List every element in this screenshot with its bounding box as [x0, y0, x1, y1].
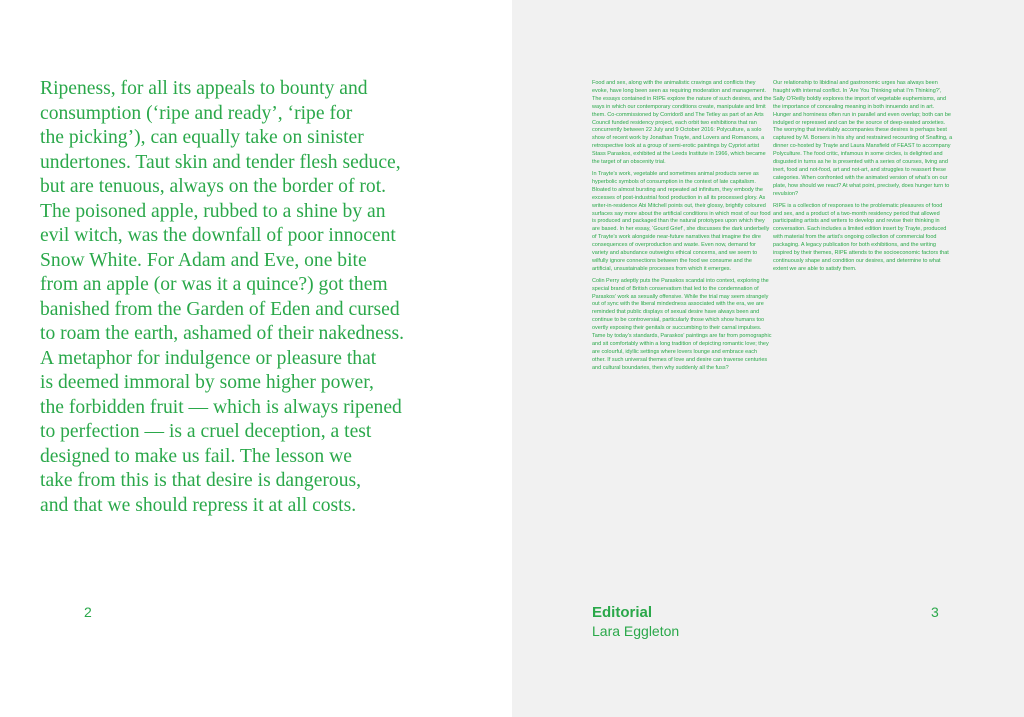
section-title: Editorial	[592, 604, 653, 621]
body-paragraph: Colin Perry adeptly puts the Paraskos scandal into context, exploring the special brand of British conservatism that led to the condemnation of Paraskos’ work as sexually offensive. While the trial may seem strangely out of sync with the liberal mindedness associated with the era, we are reminded that public displays of sexual desire have always been and continue to be controversial, particularly those which show humans too overtly exposing their genitals or succumbing to their carnal impulses. Tame by today’s standards, Paraskos’ paintings are far from pornographic and sit comfortably within a long tradition of depicting romantic love; they are colourful, idyllic settings where lovers lounge and embrace each other. If such universal themes of love and desire can traverse centuries and cultural boundaries, then why suddenly all the fuss?	[592, 277, 772, 371]
intro-line: and that we should repress it at all costs.	[40, 494, 357, 516]
intro-line: Snow White. For Adam and Eve, one bite	[40, 249, 367, 271]
intro-line: is deemed immoral by some higher power,	[40, 372, 374, 393]
intro-line: to roam the earth, ashamed of their nakedness.	[40, 323, 404, 344]
intro-paragraph	[40, 77, 470, 518]
intro-line: take from this is that desire is dangerous,	[40, 470, 362, 491]
intro-line: from an apple (or was it a quince?) got them	[40, 274, 388, 295]
intro-line: banished from the Garden of Eden and cursed	[40, 298, 400, 320]
body-paragraph: RIPE is a collection of responses to the problematic pleasures of food and sex, and a product of a two-month residency period that allowed participating artists and writers to develop and revise their thinking in conversation. Each includes a limited edition insert by Trayte, produced with material from the artist’s ongoing collection of commercial food packaging. A legacy publication for both exhibitions, and the writing inspired by their themes, RIPE attends to the socioeconomic factors that continuously shape and condition our desires, and determine to what extent we are able to satisfy them.	[773, 202, 949, 272]
intro-line: but are tenuous, always on the border of rot.	[40, 176, 387, 197]
intro-line: Ripeness, for all its appeals to bounty and	[40, 78, 368, 99]
intro-line: undertones. Taut skin and tender flesh seduce,	[40, 151, 401, 173]
intro-line: consumption (‘ripe and ready’, ‘ripe for	[40, 102, 353, 124]
intro-line: The poisoned apple, rubbed to a shine by an	[40, 200, 386, 222]
body-paragraph: Our relationship to libidinal and gastronomic urges has always been fraught with internal conflict. In ‘Are You Thinking what I’m Thinking?’, Sally O’Reilly boldly explores the import of vegetable euphemisms, and the importance of concealing meaning in both innuendo and in art. Hunger and horniness often run in parallel and even overlap; both can be indulged or repressed and can be the source of deep-seated anxieties. The worrying that inevitably accompanies these desires is perhaps best captured by M. Borsers in his shy and restrained recounting of Snafting, a dinner co-hosted by Trayte and Laura Mansfield of FEAST to accompany Polyculture. The food critic, infamous in some circles, is delighted and disgusted in turns as he is presented with a series of courses, living and inert, food and not-food, art and not-art, and struggles to reassert these categories. When confronted with the animated version of what’s on our plate, how should we react? At what point, precisely, does hunger turn to revulsion?	[773, 80, 953, 197]
body-paragraph: In Trayte’s work, vegetable and sometimes animal products serve as hyperbolic symbols of consumption in the context of late capitalism. Bloated to almost bursting and repeated ad infinitum, they embody the excesses of post-industrial food production in all its processed glory. As writer-in-residence Abi Mitchell points out, their glossy, brightly coloured surfaces say more about the artificial conditions in which most of our food is produced and packaged than the natural prototypes upon which they are based. In her essay, ‘Gourd Grief’, she discusses the dark underbelly of Trayte’s work alongside near-future narratives that imagine the dire consequences of overproduction and waste. Even now, demand for variety and abundance outweighs ethical concerns, and we seem to wilfully ignore connections between the food we consume and the artificial, unsustainable processes from which it emerges.	[592, 170, 771, 272]
intro-line: the picking’), can equally take on sinister	[40, 127, 364, 148]
right-page	[512, 0, 1024, 717]
intro-line: designed to make us fail. The lesson we	[40, 445, 352, 467]
body-paragraph: Food and sex, along with the animalistic cravings and conflicts they evoke, have long been seen as requiring moderation and management. The essays contained in RIPE explore the nature of such desires, and the ways in which our contemporary conditions create, manipulate and limit them. Co-commissioned by Corridor8 and The Tetley as part of an Arts Council funded residency project, each orbit two exhibitions that ran concurrently between 22 July and 9 October 2016: Polyculture, a solo show of recent work by Jonathan Trayte, and Lovers and Romances, a retrospective look at a group of semi-erotic paintings by Cypriot artist Stass Paraskos, exhibited at the Leeds Institute in 1966, which became the target of an obscenity trial.	[592, 80, 772, 166]
body-column-2	[773, 80, 953, 278]
page-number-right: 3	[931, 604, 939, 620]
intro-line: to perfection — is a cruel deception, a test	[40, 421, 372, 442]
author-name: Lara Eggleton	[592, 623, 680, 639]
body-column-1	[592, 80, 772, 377]
intro-line: the forbidden fruit — which is always ripened	[40, 396, 402, 418]
byline	[592, 603, 679, 641]
page-number-left: 2	[84, 604, 92, 620]
intro-line: A metaphor for indulgence or pleasure that	[40, 347, 377, 369]
intro-line: evil witch, was the downfall of poor innocent	[40, 225, 396, 246]
